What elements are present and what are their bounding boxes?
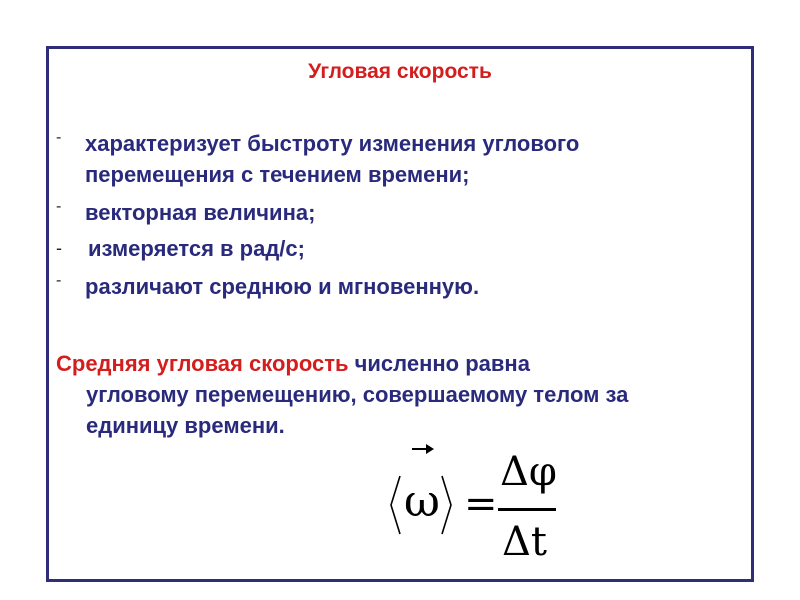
- average-angular-velocity-formula: [384, 442, 564, 572]
- bullet-text-line: векторная величина;: [85, 200, 316, 225]
- formula-numerator: Δφ: [500, 449, 557, 495]
- definition-term: Средняя угловая скорость: [56, 351, 349, 376]
- equals-sign: =: [464, 481, 498, 527]
- bullet-text-line: различают среднюю и мгновенную.: [85, 274, 480, 299]
- definition-line-2: угловому перемещению, совершаемому телом за: [86, 382, 629, 407]
- bullet-dash: -: [56, 238, 62, 258]
- bullet-text-line: характеризует быстроту изменения углового: [85, 131, 580, 156]
- bullet-item-characterizes: [56, 128, 579, 190]
- definition-text: численно равна: [348, 351, 530, 376]
- left-angle-bracket-icon: [388, 474, 402, 536]
- bullet-item-units: [56, 233, 305, 264]
- right-angle-bracket-icon: [440, 474, 454, 536]
- bullet-dash: -: [56, 129, 62, 146]
- formula-denominator: Δt: [502, 519, 547, 565]
- omega-symbol: ω: [404, 476, 440, 527]
- definition-line-3: единицу времени.: [86, 413, 285, 438]
- bullet-dash: -: [56, 198, 62, 215]
- vector-arrow-icon: [410, 442, 436, 456]
- bullet-text-line: перемещения с течением времени;: [85, 162, 470, 187]
- bullet-dash: -: [56, 272, 62, 289]
- fraction-bar: [498, 508, 556, 511]
- bullet-item-vector: [56, 197, 315, 228]
- definition-line-1: [56, 348, 746, 379]
- slide-title: Угловая скорость: [308, 60, 492, 83]
- bullet-item-kinds: [56, 271, 479, 302]
- bullet-text-line: измеряется в рад/с;: [88, 236, 305, 261]
- definition-paragraph: [56, 348, 746, 441]
